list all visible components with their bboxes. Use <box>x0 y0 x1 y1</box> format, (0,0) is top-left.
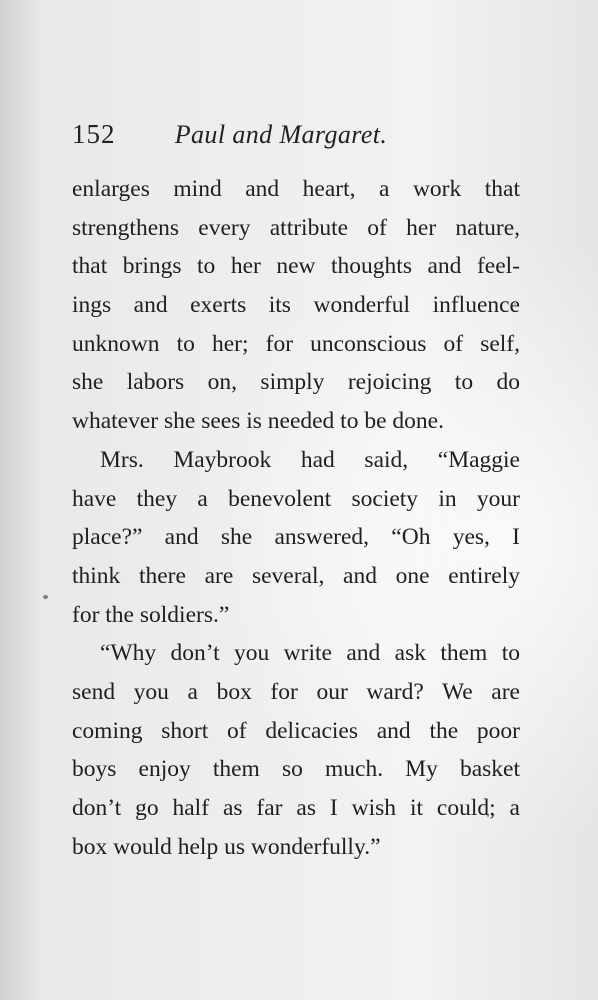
text-line: Mrs. Maybrook had said, “Maggie <box>100 446 520 473</box>
text-line: think there are several, and one entirely <box>72 562 520 589</box>
text-line: that brings to her new thoughts and feel- <box>72 253 520 280</box>
running-title: Paul and Margaret. <box>174 120 388 149</box>
body-text <box>72 170 520 866</box>
text-line: for the soldiers.” <box>72 601 230 628</box>
page-header <box>72 112 532 156</box>
text-line: ings and exerts its wonderful influence <box>72 292 520 319</box>
text-line: don’t go half as far as I wish it could; a <box>72 795 520 821</box>
text-line: send you a box for our ward? We are <box>72 678 520 705</box>
text-line: have they a benevolent society in your <box>72 485 520 512</box>
text-line: whatever she sees is needed to be done. <box>72 408 444 435</box>
text-line: strengthens every attribute of her nature, <box>72 214 520 241</box>
text-line: she labors on, simply rejoicing to do <box>72 369 520 396</box>
text-line: coming short of delicacies and the poor <box>72 717 520 744</box>
page-speck <box>43 595 48 599</box>
page-number: 152 <box>72 119 116 149</box>
text-line: box would help us wonderfully.” <box>72 833 381 860</box>
text-line: boys enjoy them so much. My basket <box>72 756 520 783</box>
text-line: enlarges mind and heart, a work that <box>72 176 520 202</box>
text-line: place?” and she answered, “Oh yes, I <box>72 524 520 551</box>
text-line: “Why don’t you write and ask them to <box>100 640 520 667</box>
text-line: unknown to her; for unconscious of self, <box>72 330 520 357</box>
